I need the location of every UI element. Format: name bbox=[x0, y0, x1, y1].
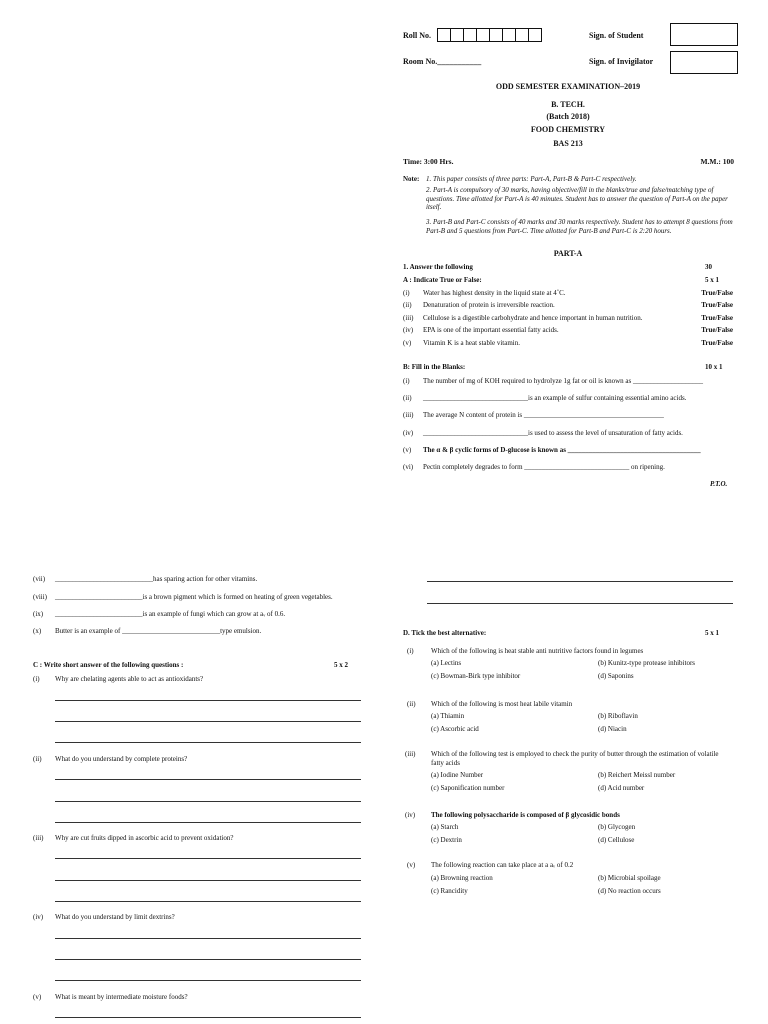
fill-blank-text[interactable]: The number of mg of KOH required to hydrolyze 1g fat or oil is known as ____________________ bbox=[423, 377, 703, 385]
answer-line[interactable] bbox=[55, 959, 361, 960]
item-text: Denaturation of protein is irreversible reaction. bbox=[423, 301, 555, 309]
section-d-marks: 5 x 1 bbox=[705, 629, 719, 637]
fill-blank-text[interactable]: ______________________________is used to assess the level of unsaturation of fatty acids. bbox=[423, 429, 683, 437]
fill-blank-text[interactable]: Butter is an example of ____________________________type emulsion. bbox=[55, 627, 262, 635]
item-number: (v) bbox=[407, 861, 416, 869]
room-number-label: Room No.___________ bbox=[403, 57, 482, 66]
item-number: (vi) bbox=[403, 463, 414, 471]
exam-time: Time: 3:00 Hrs. bbox=[403, 157, 454, 166]
fill-blank-item bbox=[403, 429, 733, 439]
question-text: What is meant by intermediate moisture foods? bbox=[55, 993, 188, 1001]
mcq-option[interactable]: (c) Dextrin bbox=[431, 836, 462, 844]
fill-blank-item bbox=[403, 394, 733, 404]
answer-line[interactable] bbox=[55, 779, 361, 780]
item-number: (iii) bbox=[405, 750, 416, 758]
roll-number-boxes[interactable] bbox=[437, 28, 542, 42]
mcq-option[interactable]: (a) Lectins bbox=[431, 659, 462, 667]
mcq-option[interactable]: (c) Bowman-Birk type inhibitor bbox=[431, 672, 521, 680]
true-false-item bbox=[403, 301, 733, 311]
item-text: Vitamin K is a heat stable vitamin. bbox=[423, 339, 520, 347]
mcq-option[interactable]: (a) Thiamin bbox=[431, 712, 465, 720]
true-false-answer[interactable]: True/False bbox=[701, 314, 733, 322]
note-label: Note: bbox=[403, 175, 420, 183]
mcq-option[interactable]: (d) Acid number bbox=[598, 784, 645, 792]
note-item-3: 3. Part-B and Part-C consists of 40 marks and 30 marks respectively. Student has to attempt 8 questions from Part-B and 5 questions from Part-C. Time allotted for Part-B and Part-C is 2:20 hours. bbox=[426, 218, 733, 235]
mcq-question-text: Which of the following test is employed to check the purity of butter through the estimation of volatile fatty acids bbox=[431, 750, 719, 767]
item-number: (viii) bbox=[33, 593, 47, 601]
section-a-label: A : Indicate True or False: bbox=[403, 276, 482, 284]
item-number: (ix) bbox=[33, 610, 44, 618]
answer-line[interactable] bbox=[55, 822, 361, 823]
item-number: (iv) bbox=[403, 429, 414, 437]
fill-blank-text[interactable]: _________________________is a brown pigment which is formed on heating of green vegetables. bbox=[55, 593, 333, 601]
mcq-question-text: The following polysaccharide is composed of β glycosidic bonds bbox=[431, 811, 620, 819]
roll-number-label: Roll No. bbox=[403, 31, 431, 40]
answer-line[interactable] bbox=[55, 938, 361, 939]
fill-blank-text[interactable]: ______________________________is an example of sulfur containing essential amino acids. bbox=[423, 394, 687, 402]
mcq-option[interactable]: (b) Microbial spoilage bbox=[598, 874, 661, 882]
fill-blank-text[interactable]: ____________________________has sparing action for other vitamins. bbox=[55, 575, 258, 583]
answer-line[interactable] bbox=[55, 858, 361, 859]
item-number: (ii) bbox=[33, 755, 42, 763]
true-false-answer[interactable]: True/False bbox=[701, 289, 733, 297]
fill-blank-text[interactable]: Pectin completely degrades to form ______________________________ on ripening. bbox=[423, 463, 665, 471]
answer-line[interactable] bbox=[55, 742, 361, 743]
mcq-option[interactable]: (c) Ascorbic acid bbox=[431, 725, 479, 733]
mcq-option[interactable]: (b) Riboflavin bbox=[598, 712, 638, 720]
item-number: (iii) bbox=[403, 314, 414, 322]
item-number: (ii) bbox=[407, 700, 416, 708]
item-text: Water has highest density in the liquid state at 4˚C. bbox=[423, 289, 566, 297]
section-a-marks: 5 x 1 bbox=[705, 276, 719, 284]
question-1-marks: 30 bbox=[705, 263, 712, 271]
exam-subject: FOOD CHEMISTRY bbox=[530, 125, 606, 134]
true-false-item bbox=[403, 289, 733, 299]
mcq-option[interactable]: (b) Reichert Meissl number bbox=[598, 771, 676, 779]
mcq-option[interactable]: (d) Saponins bbox=[598, 672, 634, 680]
mcq-option[interactable]: (b) Kunitz-type protease inhibitors bbox=[598, 659, 696, 667]
exam-code: BAS 213 bbox=[553, 139, 583, 148]
section-c-label: C : Write short answer of the following questions : bbox=[33, 661, 184, 669]
true-false-item bbox=[403, 339, 733, 349]
section-b-label: B: Fill in the Blanks: bbox=[403, 363, 466, 371]
fill-blank-text[interactable]: The average N content of protein is ________________________________________ bbox=[423, 411, 664, 419]
item-number: (x) bbox=[33, 627, 42, 635]
item-number: (iv) bbox=[33, 913, 44, 921]
invigilator-signature-box[interactable] bbox=[670, 51, 738, 74]
section-d-label: D. Tick the best alternative: bbox=[403, 629, 487, 637]
section-c-marks: 5 x 2 bbox=[334, 661, 348, 669]
mcq-option[interactable]: (a) Starch bbox=[431, 823, 459, 831]
true-false-item bbox=[403, 314, 733, 324]
invigilator-signature-label: Sign. of Invigilator bbox=[589, 57, 654, 66]
fill-blank-item bbox=[403, 446, 733, 456]
mcq-option[interactable]: (d) No reaction occurs bbox=[598, 887, 661, 895]
mcq-question-text: The following reaction can take place at a aᵥ of 0.2 bbox=[431, 861, 574, 869]
item-number: (vii) bbox=[33, 575, 46, 583]
student-signature-box[interactable] bbox=[670, 23, 738, 46]
item-text: Cellulose is a digestible carbohydrate and hence important in human nutrition. bbox=[423, 314, 643, 322]
item-number: (iii) bbox=[33, 834, 44, 842]
mcq-question-text: Which of the following is most heat labile vitamin bbox=[431, 700, 573, 708]
item-number: (ii) bbox=[403, 394, 412, 402]
true-false-item bbox=[403, 326, 733, 336]
student-signature-label: Sign. of Student bbox=[589, 31, 644, 40]
mcq-option[interactable]: (c) Rancidity bbox=[431, 887, 468, 895]
item-number: (v) bbox=[33, 993, 42, 1001]
answer-line[interactable] bbox=[55, 700, 361, 701]
item-number: (i) bbox=[33, 675, 40, 683]
fill-blank-item bbox=[403, 377, 733, 387]
section-b-marks: 10 x 1 bbox=[705, 363, 723, 371]
item-number: (iv) bbox=[405, 811, 416, 819]
item-number: (iv) bbox=[403, 326, 414, 334]
question-text: Why are cut fruits dipped in ascorbic acid to prevent oxidation? bbox=[55, 834, 234, 842]
question-text: Why are chelating agents able to act as antioxidants? bbox=[55, 675, 204, 683]
pto-marker: P.T.O. bbox=[710, 480, 728, 488]
question-text: What do you understand by complete proteins? bbox=[55, 755, 188, 763]
answer-line[interactable] bbox=[55, 801, 361, 802]
true-false-answer[interactable]: True/False bbox=[701, 301, 733, 309]
answer-line[interactable] bbox=[55, 721, 361, 722]
item-number: (i) bbox=[403, 377, 410, 385]
mcq-option[interactable]: (b) Glycogen bbox=[598, 823, 636, 831]
answer-line[interactable] bbox=[55, 880, 361, 881]
mcq-option[interactable]: (d) Niacin bbox=[598, 725, 627, 733]
question-1-label: 1. Answer the following bbox=[403, 263, 473, 271]
item-number: (ii) bbox=[403, 301, 412, 309]
mcq-option[interactable]: (a) Browning reaction bbox=[431, 874, 493, 882]
item-number: (i) bbox=[403, 289, 410, 297]
true-false-answer[interactable]: True/False bbox=[701, 326, 733, 334]
note-item-1: 1. This paper consists of three parts: Part-A, Part-B & Part-C respectively. bbox=[426, 175, 637, 183]
item-number: (v) bbox=[403, 446, 412, 454]
answer-line[interactable] bbox=[427, 581, 733, 582]
question-text: What do you understand by limit dextrins? bbox=[55, 913, 175, 921]
mcq-option[interactable]: (c) Saponification number bbox=[431, 784, 505, 792]
item-number: (iii) bbox=[403, 411, 414, 419]
exam-batch: (Batch 2018) bbox=[546, 112, 590, 121]
answer-line[interactable] bbox=[55, 1017, 361, 1018]
fill-blank-item bbox=[403, 463, 733, 473]
answer-line[interactable] bbox=[427, 603, 733, 604]
item-number: (v) bbox=[403, 339, 412, 347]
fill-blank-item bbox=[403, 411, 733, 421]
answer-line[interactable] bbox=[55, 980, 361, 981]
mcq-option[interactable]: (d) Cellulose bbox=[598, 836, 635, 844]
true-false-answer[interactable]: True/False bbox=[701, 339, 733, 347]
fill-blank-text[interactable]: _________________________is an example of fungi which can grow at aᵥ of 0.6. bbox=[55, 610, 286, 618]
mcq-question-text: Which of the following is heat stable anti nutritive factors found in legumes bbox=[431, 647, 644, 655]
exam-title: ODD SEMESTER EXAMINATION–2019 bbox=[495, 82, 641, 91]
fill-blank-text[interactable]: The α & β cyclic forms of D-glucose is known as ______________________________________ bbox=[423, 446, 701, 454]
part-a-heading: PART-A bbox=[553, 249, 583, 258]
exam-max-marks: M.M.: 100 bbox=[700, 157, 734, 166]
mcq-option[interactable]: (a) Iodine Number bbox=[431, 771, 484, 779]
item-number: (i) bbox=[407, 647, 414, 655]
answer-line[interactable] bbox=[55, 901, 361, 902]
exam-program: B. TECH. bbox=[551, 100, 585, 109]
item-text: EPA is one of the important essential fatty acids. bbox=[423, 326, 559, 334]
note-item-2: 2. Part-A is compulsory of 30 marks, having objective/fill in the blanks/true and false/matching type of questions. Time allotted for Part-A is 40 minutes. Student has to answer the question of Part-A on the paper itself. bbox=[426, 186, 728, 211]
